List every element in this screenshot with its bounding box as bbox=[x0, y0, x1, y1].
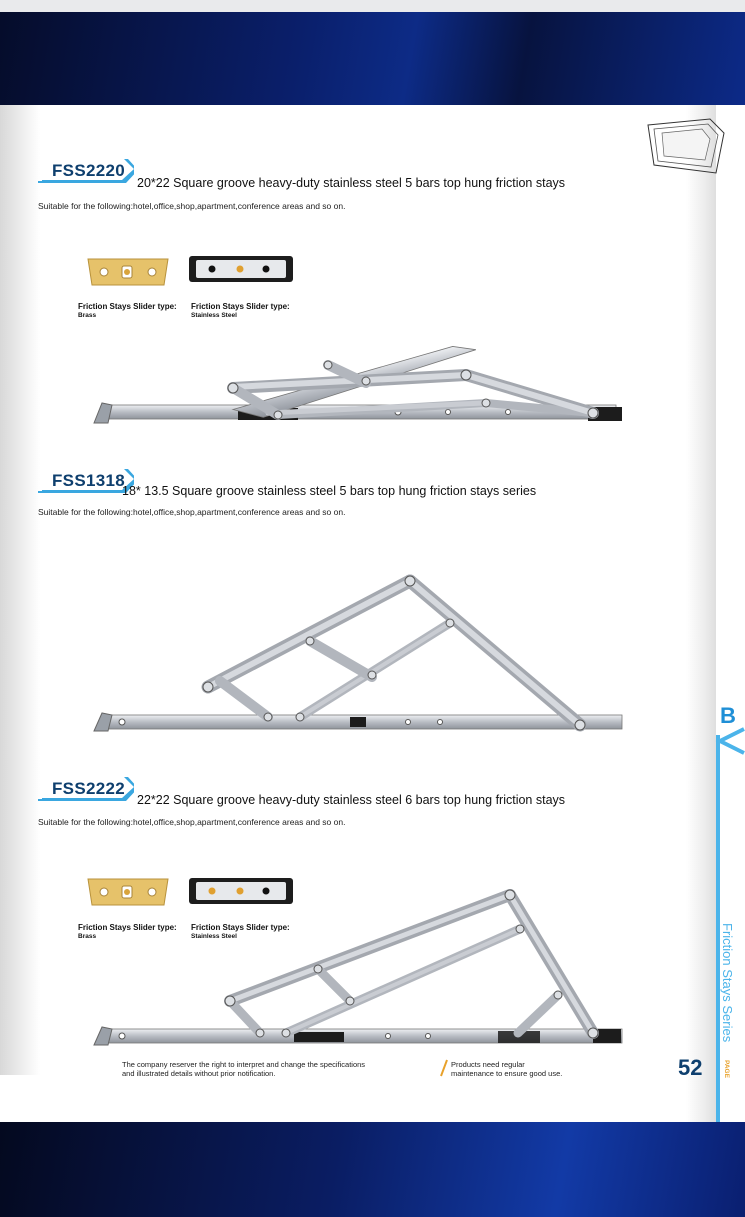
product-code: FSS2222 bbox=[52, 779, 125, 798]
product-section-fss2220 bbox=[0, 105, 690, 425]
product-code: FSS2220 bbox=[52, 161, 125, 180]
product-subtitle: Suitable for the following:hotel,office,shop,apartment,conference areas and so on. bbox=[38, 201, 346, 211]
footer-maintenance-note: Products need regular maintenance to ensure good use. bbox=[451, 1060, 563, 1078]
product-subtitle: Suitable for the following:hotel,office,shop,apartment,conference areas and so on. bbox=[38, 817, 346, 827]
page-number: 52 bbox=[678, 1055, 703, 1080]
background-bottom bbox=[0, 1122, 745, 1217]
catalog-page bbox=[0, 105, 745, 1122]
friction-stay-image bbox=[88, 883, 628, 1073]
slider-type-label-steel: Friction Stays Slider type: Stainless Steel bbox=[191, 302, 290, 319]
slider-type-label-brass: Friction Stays Slider type: Brass bbox=[78, 302, 177, 319]
slider-type-label-brass: Friction Stays Slider type: Brass bbox=[78, 923, 177, 940]
chevron-accent-icon bbox=[714, 727, 745, 757]
slider-type-label-steel: Friction Stays Slider type: Stainless Steel bbox=[191, 923, 290, 940]
product-code: FSS1318 bbox=[52, 471, 125, 490]
product-subtitle: Suitable for the following:hotel,office,shop,apartment,conference areas and so on. bbox=[38, 507, 346, 517]
background-top bbox=[0, 12, 745, 105]
product-section-fss1318 bbox=[0, 465, 690, 765]
top-strip bbox=[0, 0, 745, 12]
product-section-fss2222 bbox=[0, 773, 690, 1093]
product-title: 20*22 Square groove heavy-duty stainless steel 5 bars top hung friction stays bbox=[137, 176, 566, 190]
friction-stay-image bbox=[88, 263, 628, 435]
footer-disclaimer: The company reserver the right to interpret and change the specifications and illustrated details without prior notification. bbox=[122, 1060, 366, 1078]
page-tag: PAGE bbox=[723, 1060, 730, 1078]
slash-icon bbox=[440, 1059, 448, 1077]
friction-stay-image bbox=[88, 557, 628, 741]
section-letter: B bbox=[720, 703, 736, 728]
product-title: 18* 13.5 Square groove stainless steel 5 bars top hung friction stays series bbox=[122, 484, 537, 498]
side-series-title: Friction Stays Series bbox=[720, 923, 735, 1043]
product-title: 22*22 Square groove heavy-duty stainless steel 6 bars top hung friction stays bbox=[137, 793, 566, 807]
